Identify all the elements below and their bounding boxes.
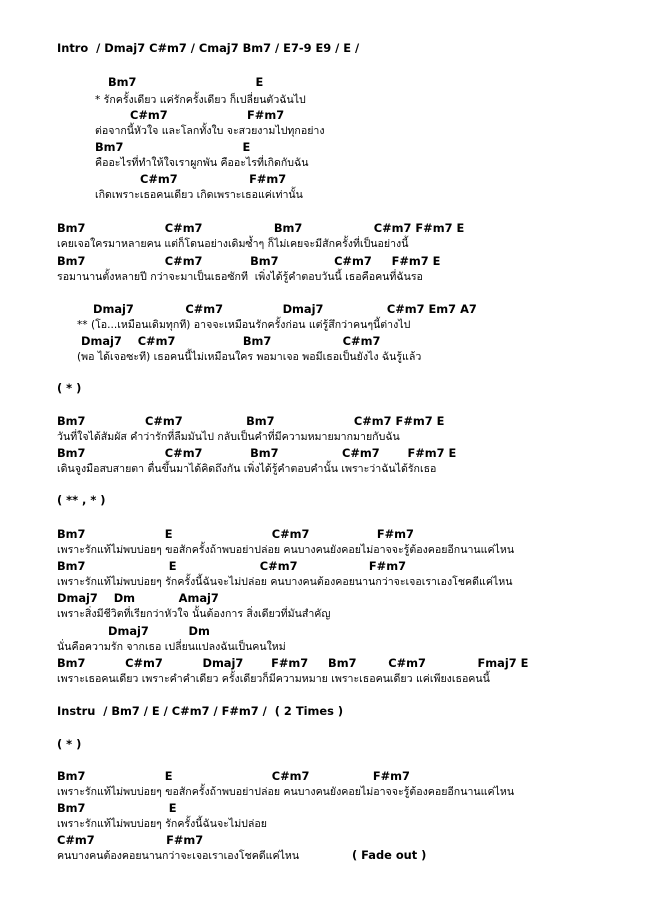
chord-line: Bm7 E — [57, 801, 177, 815]
lyric-line: ** (โอ...เหมือนเดิมทุกที) อาจจะเหมือนรักครั้งก่อน แต่รู้สึกว่าคนๆนี้ต่างไป — [77, 319, 411, 331]
chord-line: C#m7 F#m7 — [57, 833, 204, 847]
chord-line: C#m7 F#m7 — [130, 108, 285, 122]
chord-line: Bm7 E C#m7 F#m7 — [57, 527, 414, 541]
chord-line: Dmaj7 C#m7 Bm7 C#m7 — [81, 334, 381, 348]
chord-line: Dmaj7 C#m7 Dmaj7 C#m7 Em7 A7 — [93, 302, 477, 316]
lyric-line: เพราะรักแท้ไม่พบบ่อยๆ ขอสักครั้งถ้าพบอย่าปล่อย คนบางคนยังคอยไม่อาจจะรู้ต้องคอยอีกนานแค่ไหน — [57, 544, 515, 556]
chord-line: Bm7 E — [108, 75, 264, 89]
chord-line: Bm7 E — [95, 140, 251, 154]
lyric-line: เพราะรักแท้ไม่พบบ่อยๆ รักครั้งนี้ฉันจะไม่ปล่อย คนบางคนต้องคอยนานกว่าจะเจอเราเองโชคดีแค่ไหน — [57, 576, 513, 588]
repeat-marker: ( * ) — [57, 737, 82, 751]
chord-line: C#m7 F#m7 — [140, 172, 287, 186]
lyric-line: วันที่ใจได้สัมผัส คำว่ารักที่ลืมมันไป กลับเป็นคำที่มีความหมายมากมายกับฉัน — [57, 431, 400, 443]
lyric-line: (พอ ได้เจอซะที) เธอคนนี้ไม่เหมือนใคร พอมาเจอ พอมีเธอเป็นยังไง ฉันรู้แล้ว — [77, 351, 422, 363]
fade-out-note: ( Fade out ) — [352, 848, 427, 862]
lyric-line: * รักครั้งเดียว แค่รักครั้งเดียว ก็เปลี่ยนตัวฉันไป — [95, 94, 306, 106]
lyric-line: รอมานานตั้งหลายปี กว่าจะมาเป็นเธอซักที เพิ่งได้รู้คำตอบวันนี้ เธอคือคนที่ฉันรอ — [57, 271, 423, 283]
intro-line: Intro / Dmaj7 C#m7 / Cmaj7 Bm7 / E7-9 E9 / E / — [57, 41, 360, 55]
lyric-line: เพราะรักแท้ไม่พบบ่อยๆ ขอสักครั้งถ้าพบอย่าปล่อย คนบางคนยังคอยไม่อาจจะรู้ต้องคอยอีกนานแค่ไหน — [57, 786, 515, 798]
lyric-line: เคยเจอใครมาหลายคน แต่ก็โดนอย่างเดิมซ้ำๆ ก็ไม่เคยจะมีสักครั้งที่เป็นอย่างนี้ — [57, 238, 409, 250]
chord-line: Bm7 C#m7 Bm7 C#m7 F#m7 E — [57, 221, 465, 235]
lyric-line: เพราะสิ่งมีชีวิตที่เรียกว่าหัวใจ นั้นต้องการ สิ่งเดียวที่มันสำคัญ — [57, 608, 331, 620]
chord-line: Bm7 C#m7 Bm7 C#m7 F#m7 E — [57, 254, 441, 268]
lyric-line: คนบางคนต้องคอยนานกว่าจะเจอเราเองโชคดีแค่ไหน — [57, 850, 300, 862]
chord-line: Bm7 C#m7 Dmaj7 F#m7 Bm7 C#m7 Fmaj7 E — [57, 656, 529, 670]
chord-line: Bm7 E C#m7 F#m7 — [57, 559, 407, 573]
lyric-line: เดินจูงมือสบสายตา ตื่นขึ้นมาได้คิดถึงกัน เพิ่งได้รู้คำตอบคำนั้น เพราะว่าฉันได้รักเธอ — [57, 463, 437, 475]
chord-line: Bm7 C#m7 Bm7 C#m7 F#m7 E — [57, 414, 445, 428]
lyric-line: เกิดเพราะเธอคนเดียว เกิดเพราะเธอแค่เท่านั้น — [95, 189, 303, 201]
chord-line: Bm7 E C#m7 F#m7 — [57, 769, 410, 783]
repeat-marker: ( ** , * ) — [57, 493, 106, 507]
repeat-marker: ( * ) — [57, 381, 82, 395]
lyric-line: เพราะเธอคนเดียว เพราะคำคำเดียว ครั้งเดียวก็มีความหมาย เพราะเธอคนเดียว แค่เพียงเธอคนนี้ — [57, 673, 490, 685]
chord-line: Dmaj7 Dm — [108, 624, 210, 638]
lyric-line: คืออะไรที่ทำให้ใจเราผูกพัน คืออะไรที่เกิดกับฉัน — [95, 157, 309, 169]
lyric-line: ต่อจากนี้หัวใจ และโลกทั้งใบ จะสวยงามไปทุกอย่าง — [95, 125, 325, 137]
lyric-line: นั่นคือความรัก จากเธอ เปลี่ยนแปลงฉันเป็นคนใหม่ — [57, 641, 286, 653]
lyric-line: เพราะรักแท้ไม่พบบ่อยๆ รักครั้งนี้ฉันจะไม่ปล่อย — [57, 818, 267, 830]
chord-line: Bm7 C#m7 Bm7 C#m7 F#m7 E — [57, 446, 457, 460]
chord-line: Dmaj7 Dm Amaj7 — [57, 591, 219, 605]
instrumental-line: Instru / Bm7 / E / C#m7 / F#m7 / ( 2 Times ) — [57, 704, 344, 718]
